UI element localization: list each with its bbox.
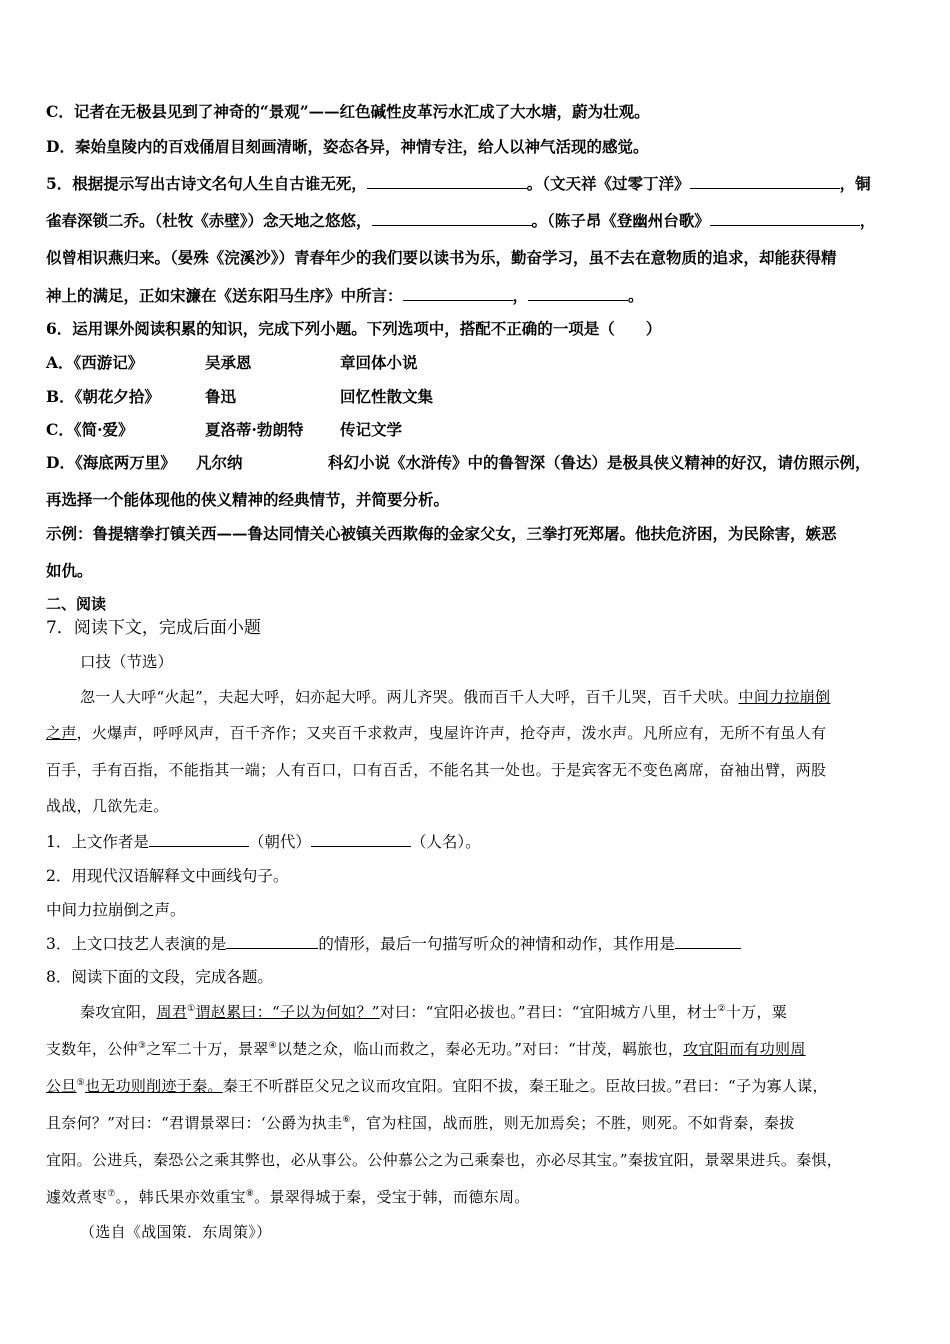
underlined-sentence: 攻宜阳而有功则周 (683, 1040, 806, 1058)
source-citation: （选自《战国策．东周策》） (80, 1223, 272, 1241)
passage-line-3: 百手，手有百指，不能指其一端；人有百口，口有百舌，不能名其一处也。于是宾客无不变色离席，奋袖出臂，两股 (46, 761, 827, 779)
answer-blank[interactable] (367, 174, 527, 189)
q7-text: 3．上文口技艺人表演的是 (46, 935, 227, 953)
passage-title: 口技（节选） (80, 653, 174, 671)
answer-blank[interactable] (675, 934, 741, 949)
q6-option-d-genre: 科幻小说《水浒传》中的鲁智深（鲁达）是极具侠义精神的好汉，请仿照示例， (328, 453, 871, 472)
footnote-marker: ④ (268, 1041, 277, 1051)
footnote-marker: ② (717, 1004, 726, 1014)
answer-blank[interactable] (403, 286, 513, 301)
q6-option-c-genre: 传记文学 (340, 420, 403, 439)
answer-blank[interactable] (149, 832, 249, 847)
passage-text: ，火爆声，呼呼风声，百千齐作；又夹百千求救声，曳屋许许声，抢夺声，泼水声。凡所应有，无所不有虽人有 (76, 724, 827, 742)
underlined-sentence: 中间力拉崩倒 (738, 688, 831, 706)
q7-sub-2-sentence: 中间力拉崩倒之声。 (46, 901, 186, 919)
q5-text: 5．根据提示写出古诗文名句人生自古谁无死， (46, 174, 367, 193)
q6-option-a-genre: 章回体小说 (340, 353, 418, 372)
answer-blank[interactable] (226, 934, 318, 949)
q8-line-5: 宜阳。公进兵，秦恐公之乘其弊也，必从事公。公仲慕公之为己乘秦也，亦必尽其宝。”秦拔宜阳，景翠果进兵。秦惧， (46, 1151, 843, 1169)
q8-text: ，官为柱国，战而胜，则无加焉矣；不胜，则死。不如背秦，秦拔 (350, 1114, 795, 1132)
q5-text: 。（陈子昂《登幽州台歌》 (531, 211, 710, 230)
q6-example-1: 示例：鲁提辖拳打镇关西——鲁达同情关心被镇关西欺侮的金家父女，三拳打死郑屠。他扶危济困，为民除害，嫉恶 (46, 524, 837, 543)
q8-stem: 8．阅读下面的文段，完成各题。 (46, 968, 273, 986)
footnote-marker: ⑧ (245, 1189, 255, 1199)
q5-text: 雀春深锁二乔。（杜牧《赤壁》）念天地之悠悠， (46, 211, 372, 230)
q5-line-4 (46, 286, 644, 306)
q7-sub-2: 2．用现代汉语解释文中画线句子。 (46, 867, 289, 885)
q8-text: 遽效煮枣 (46, 1188, 108, 1206)
q6-option-b-author: 鲁迅 (205, 387, 237, 406)
q7-sub-1 (46, 832, 481, 852)
underlined-sentence: 也无功则削迹于秦。 (84, 1077, 223, 1095)
option-c: C．记者在无极县见到了神奇的“景观”——红色碱性皮革污水汇成了大水塘，蔚为壮观。 (46, 102, 650, 121)
q5-line-2 (46, 211, 875, 231)
q8-text: 且奈何？”对曰：“君谓景翠曰：‘公爵为执圭 (46, 1114, 343, 1132)
q6-option-c-label: C．《简·爱》 (46, 420, 134, 439)
q5-text: 。 (628, 286, 644, 305)
q8-line-6 (46, 1187, 530, 1207)
q8-line-4 (46, 1113, 795, 1133)
option-d: D．秦始皇陵内的百戏俑眉目刻画清晰，姿态各异，神情专注，给人以神气活现的感觉。 (46, 137, 649, 156)
q5-text: 。（文天祥《过零丁洋》 (526, 174, 690, 193)
passage-line-2 (46, 723, 826, 743)
q6-stem: 6．运用课外阅读积累的知识，完成下列小题。下列选项中，搭配不正确的一项是（ ） (46, 319, 662, 338)
underlined-sentence: 之声 (46, 724, 77, 742)
passage-line-1 (80, 687, 830, 707)
q7-sub-3 (46, 934, 741, 954)
underlined-sentence: 谓赵累曰：“子以为何如？” (195, 1003, 380, 1021)
q6-option-d-label: D．《海底两万里》 (46, 453, 176, 472)
q7-stem: 7．阅读下文，完成后面小题 (46, 618, 261, 638)
q5-text: ，铜 (839, 174, 871, 193)
q8-line-3 (46, 1076, 828, 1096)
q8-text: 对曰：“宜阳必拔也。”君曰：“宜阳城方八里，材士 (379, 1003, 718, 1021)
footnote-marker: ⑥ (342, 1115, 351, 1125)
q8-text: 秦攻宜阳， (80, 1003, 157, 1021)
q8-text: 秦王不听群臣父兄之议而攻宜阳。宜阳不拔，秦王耻之。臣故曰拔。”君曰：“子为寡人谋， (222, 1077, 828, 1095)
answer-blank[interactable] (710, 211, 860, 226)
answer-blank[interactable] (528, 286, 628, 301)
q7-text: 1．上文作者是 (46, 833, 149, 851)
passage-text: 忽一人大呼“火起”，夫起大呼，妇亦起大呼。两儿齐哭。俄而百千人大呼，百千儿哭，百千犬吠。 (80, 688, 739, 706)
q8-text: 十万，粟 (725, 1003, 788, 1021)
q8-text: 以楚之众，临山而救之，秦必无功。”对曰：“甘茂，羁旅也， (276, 1040, 684, 1058)
q8-line-1 (80, 1002, 787, 1022)
q5-text: ， (512, 286, 529, 305)
q7-text: （朝代） (248, 833, 311, 851)
q6-option-a-author: 吴承恩 (205, 353, 252, 372)
answer-blank[interactable] (372, 211, 532, 226)
q8-text: 支数年，公仲 (46, 1040, 138, 1058)
answer-blank[interactable] (311, 832, 411, 847)
q8-text: 之军二十万，景翠 (146, 1040, 269, 1058)
q6-option-a-label: A．《西游记》 (46, 353, 144, 372)
footnote-marker: ⑦ (107, 1189, 116, 1199)
q5-line-3: 似曾相识燕归来。（晏殊《浣溪沙》）青春年少的我们要以读书为乐，勤奋学习，虽不去在意物质的追求，却能获得精 (46, 248, 837, 267)
section-heading: 二、阅读 (46, 595, 107, 613)
q6-option-c-author: 夏洛蒂·勃朗特 (205, 420, 304, 439)
footnote-marker: ③ (137, 1041, 147, 1051)
q6-continuation: 再选择一个能体现他的侠义精神的经典情节，并简要分析。 (46, 490, 450, 509)
q8-line-2 (46, 1039, 806, 1059)
footnote-marker: ① (187, 1004, 196, 1014)
q5-text: ， (859, 211, 876, 230)
q7-text: 的情形，最后一句描写听众的神情和动作，其作用是 (318, 935, 675, 953)
q6-option-d-author: 凡尔纳 (196, 453, 243, 472)
q5-line-1 (46, 174, 871, 194)
underlined-sentence: 公旦 (46, 1077, 77, 1095)
passage-line-4: 战战，几欲先走。 (46, 797, 169, 815)
q7-text: （人名）。 (410, 833, 481, 851)
q6-example-2: 如仇。 (46, 561, 93, 580)
answer-blank[interactable] (690, 174, 840, 189)
q5-text: 神上的满足，正如宋濂在《送东阳马生序》中所言： (46, 286, 403, 305)
q6-option-b-genre: 回忆性散文集 (340, 387, 434, 406)
q8-text: 。，韩氏果亦效重宝 (115, 1188, 246, 1206)
q8-text: 。景翠得城于秦，受宝于韩，而德东周。 (254, 1188, 530, 1206)
footnote-marker: ⑤ (76, 1078, 85, 1088)
underlined-sentence: 周君 (156, 1003, 188, 1021)
q6-option-b-label: B．《朝花夕拾》 (46, 387, 160, 406)
